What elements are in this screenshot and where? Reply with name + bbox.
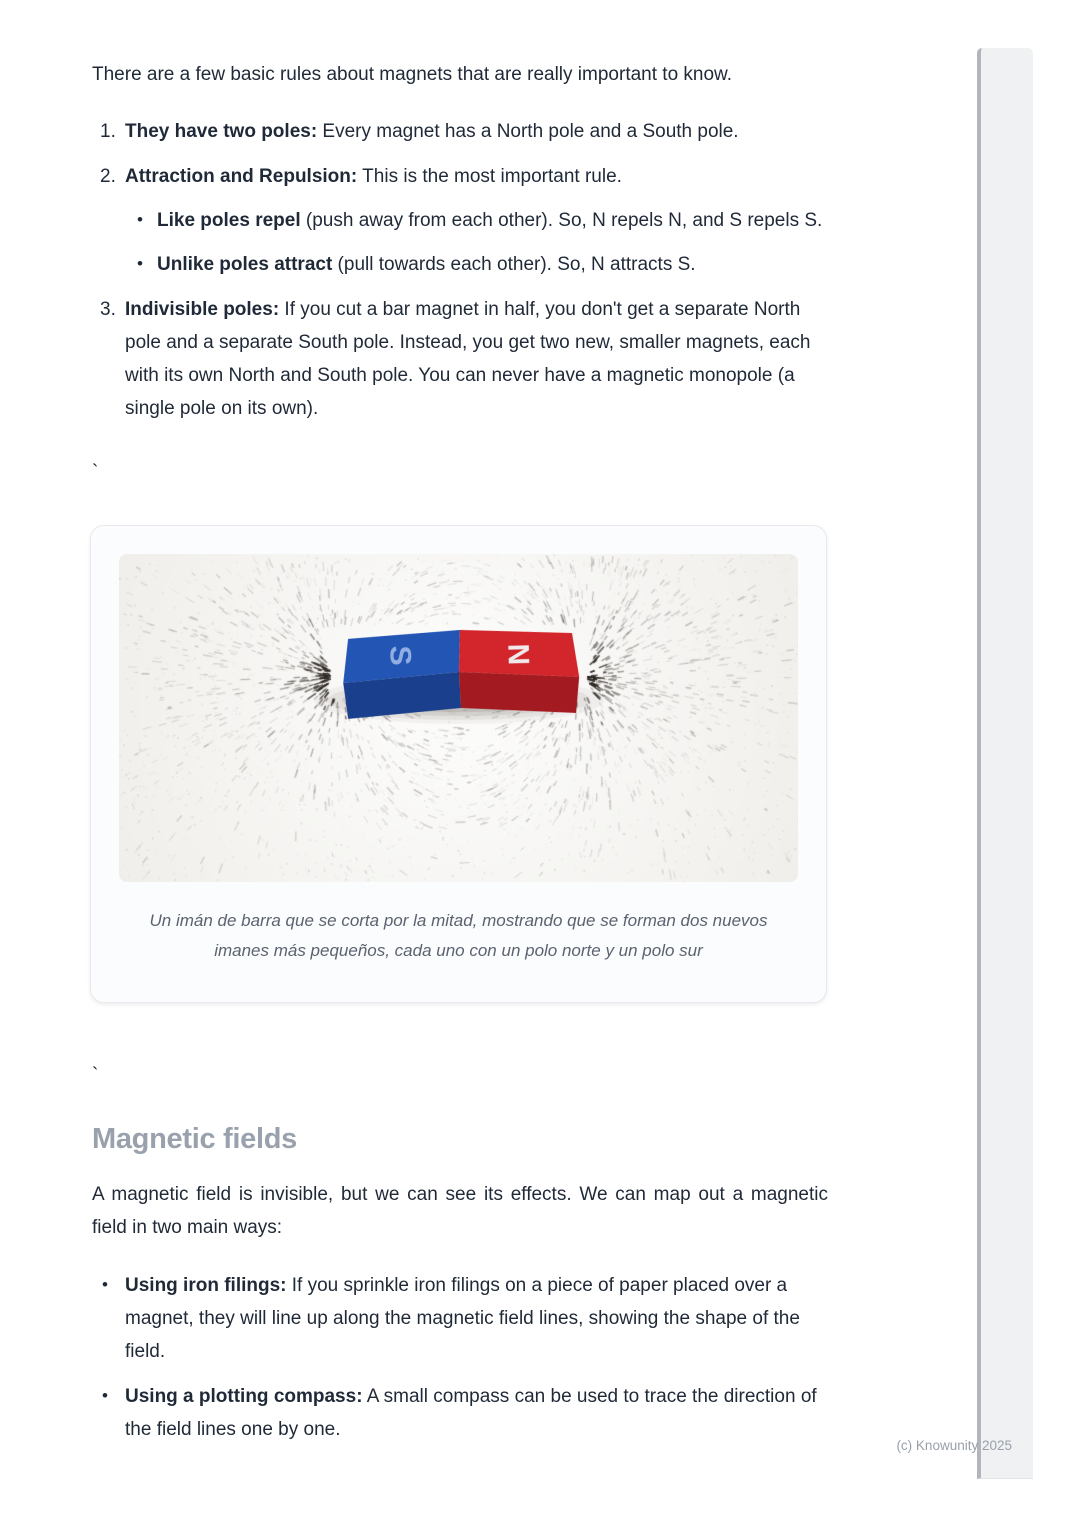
stray-backtick: ` — [92, 1065, 99, 1086]
list-number: 2. — [100, 166, 116, 187]
sub-item-unlike-poles — [125, 248, 828, 281]
sub-bold-lead: Unlike poles attract — [157, 254, 333, 275]
south-pole-label: S — [383, 645, 417, 666]
rule-item-indivisible-poles — [92, 293, 828, 425]
intro-paragraph: There are a few basic rules about magnets that are really important to know. — [92, 64, 732, 85]
method-item-iron-filings — [92, 1269, 828, 1368]
method-item-plotting-compass — [92, 1380, 828, 1446]
list-number: 3. — [100, 299, 116, 320]
magnet-photo — [119, 554, 798, 882]
list-number: 1. — [100, 121, 116, 142]
sub-text: (push away from each other). So, N repels N, and S repels S. — [300, 210, 823, 231]
method-text: If you sprinkle iron filings on a piece of paper placed over a magnet, they will line up along the magnetic field lines, showing the shape of the field. — [125, 1275, 800, 1362]
stray-backtick: ` — [92, 462, 99, 483]
section-heading-magnetic-fields: Magnetic fields — [92, 1123, 297, 1155]
sub-item-like-poles — [125, 204, 828, 237]
methods-list — [92, 1269, 828, 1446]
magnet-figure-card — [90, 525, 827, 1003]
rules-list — [92, 115, 828, 425]
rule-text: If you cut a bar magnet in half, you don't get a separate North pole and a separate South pole. Instead, you get two new, smaller magnets, each with its own North and South pole. You can never have a magnetic monopole (a single pole on its own). — [125, 299, 811, 419]
rule-bold-lead: They have two poles: — [125, 121, 318, 142]
method-bold-lead: Using iron filings: — [125, 1275, 287, 1296]
bullet-icon: • — [102, 1386, 108, 1405]
method-text: A small compass can be used to trace the direction of the field lines one by one. — [125, 1386, 817, 1440]
north-pole-label: N — [501, 643, 535, 666]
rule-item-attraction-repulsion — [92, 160, 828, 281]
rule-text: This is the most important rule. — [357, 166, 622, 187]
attraction-sublist — [125, 204, 828, 281]
bullet-icon: • — [102, 1275, 108, 1294]
sub-bold-lead: Like poles repel — [157, 210, 301, 231]
rule-bold-lead: Indivisible poles: — [125, 299, 280, 320]
bar-magnet-svg — [332, 623, 586, 722]
rule-text: Every magnet has a North pole and a South pole. — [317, 121, 739, 142]
bullet-icon: • — [137, 254, 143, 273]
method-bold-lead: Using a plotting compass: — [125, 1386, 363, 1407]
document-page — [92, 58, 828, 1458]
bullet-icon: • — [137, 210, 143, 229]
rule-bold-lead: Attraction and Repulsion: — [125, 166, 358, 187]
watermark-label: (c) Knowunity 2025 — [896, 1438, 1012, 1453]
figure-caption: Un imán de barra que se corta por la mitad, mostrando que se forman dos nuevos imanes más pequeños, cada uno con un polo norte y un polo sur — [149, 911, 768, 960]
sub-text: (pull towards each other). So, N attracts S. — [332, 254, 696, 275]
rule-item-two-poles — [92, 115, 828, 148]
scrollbar-track[interactable] — [977, 48, 1033, 1479]
bar-magnet-illustration — [332, 623, 586, 722]
magnetic-field-paragraph: A magnetic field is invisible, but we can see its effects. We can map out a magnetic field in two main ways: — [92, 1184, 828, 1238]
